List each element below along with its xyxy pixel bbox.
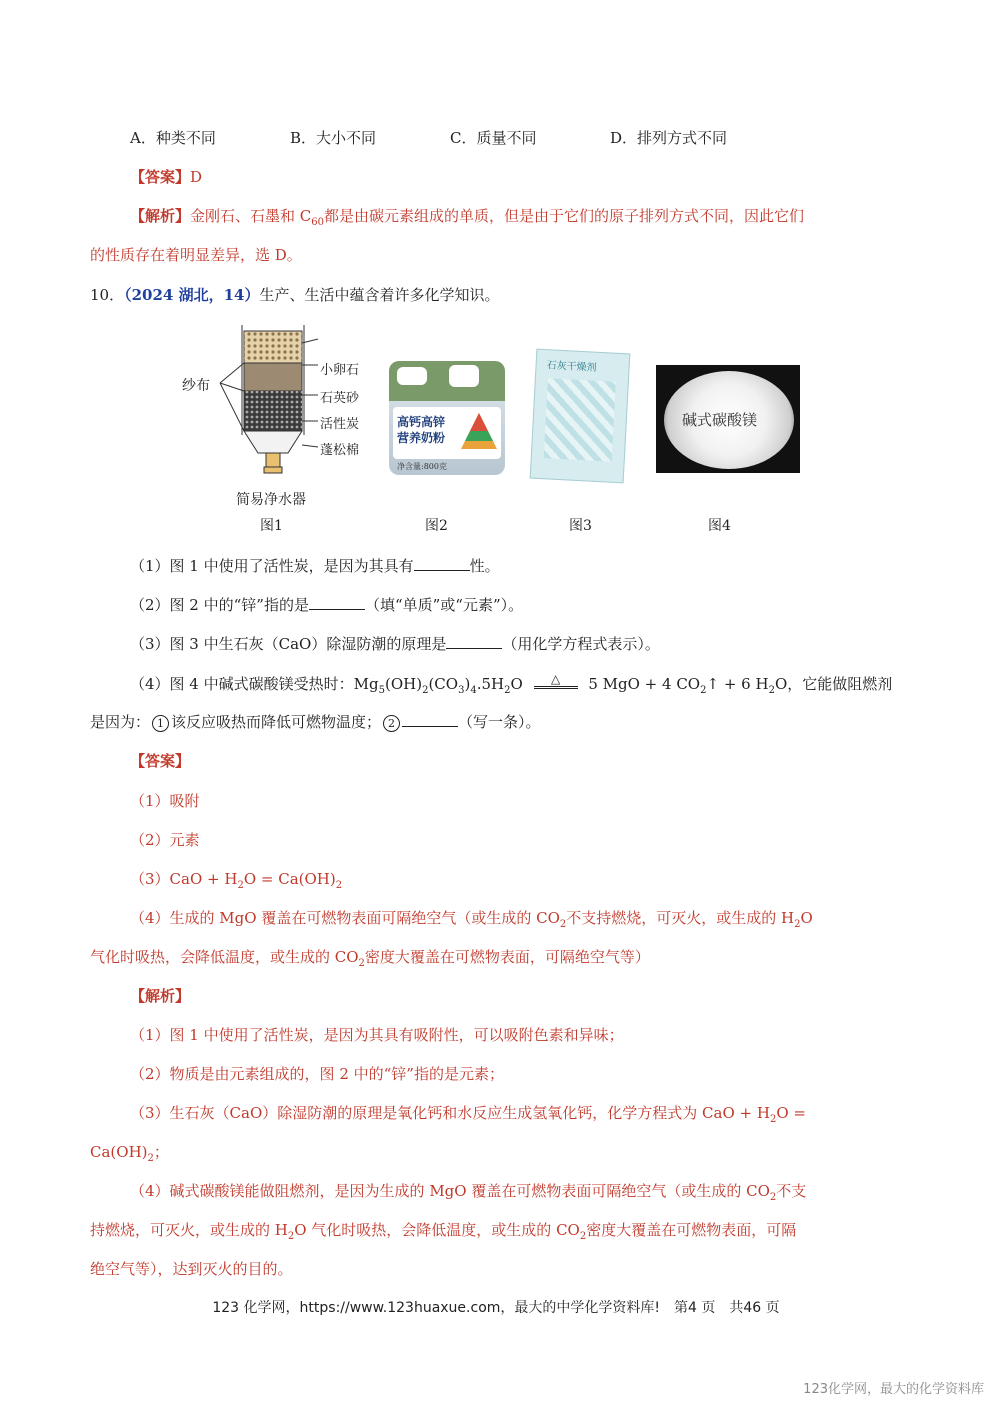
can-text-2: 营养奶粉 [397, 431, 446, 445]
figure-4-caption: 图4 [708, 518, 731, 534]
subscript: 2 [422, 685, 429, 696]
analysis-text: 都是由碳元素组成的单质，但是由于它们的原子排列方式不同，因此它们 [324, 207, 805, 225]
option-d: D．排列方式不同 [610, 129, 728, 147]
answer-label: 【答案】 [130, 168, 191, 186]
subscript: 2 [769, 1192, 777, 1203]
formula-text: ↑ + 6 H [706, 675, 769, 693]
figure-1-title: 简易净水器 [236, 492, 306, 508]
subscript: 2 [287, 1231, 295, 1242]
sub-question-text: 该反应吸热而降低可燃物温度； [171, 713, 382, 731]
subscript: 2 [335, 880, 343, 891]
analysis-text: 金刚石、石墨和 C [190, 207, 312, 225]
can-text-1: 高钙高锌 [397, 415, 446, 429]
q10-answer-label: 【答案】 [130, 752, 191, 770]
subscript: 2 [147, 1153, 154, 1164]
powder-photo [656, 365, 800, 473]
sub-question-text: （4）图 4 中碱式碳酸镁受热时：Mg [130, 675, 379, 693]
formula-text: O [510, 675, 523, 693]
q9-analysis-line2: 的性质存在着明显差异，选 D。 [90, 246, 302, 264]
answer-text: （4）生成的 MgO 覆盖在可燃物表面可隔绝空气（或生成的 CO [130, 909, 560, 927]
sub-question-2 [130, 593, 523, 617]
sub-question-text: 性。 [469, 557, 500, 575]
answer-4-line1 [130, 906, 813, 937]
analysis-label: 【解析】 [130, 207, 191, 225]
figure-2-caption: 图2 [425, 518, 448, 534]
figure-1-water-purifier [180, 325, 370, 535]
subscript: 2 [559, 919, 567, 930]
figure-2-milk-powder [385, 325, 510, 540]
packet-text: 石灰干燥剂 [546, 360, 597, 374]
label-cotton: 蓬松棉 [320, 443, 360, 458]
sub-question-text: （用化学方程式表示）。 [502, 635, 660, 653]
q9-analysis-line1 [130, 204, 804, 235]
subscript: 2 [769, 1114, 777, 1125]
analysis-4-line1 [130, 1179, 806, 1210]
analysis-text: O 气化时吸热，会降低温度，或生成的 CO [294, 1221, 580, 1239]
figure-1-caption: 图1 [260, 518, 283, 534]
answer-text: 不支持燃烧，可灭火，或生成的 H [566, 909, 795, 927]
figure-3-desiccant [525, 325, 635, 540]
subscript: 60 [311, 217, 324, 228]
milk-can [389, 361, 505, 475]
q9-answer [130, 165, 202, 189]
analysis-3-line2 [90, 1140, 169, 1171]
question-number: 10． [90, 286, 125, 304]
question-stem: 生产、生活中蕴含着许多化学知识。 [259, 286, 500, 304]
formula-text: ) [464, 675, 471, 693]
answer-3 [130, 867, 342, 898]
subscript: 2 [700, 685, 707, 696]
figure-3-caption: 图3 [569, 518, 592, 534]
answer-text: O [800, 909, 813, 927]
analysis-text: ； [153, 1143, 169, 1161]
answer-4-line2 [90, 945, 650, 976]
answer-text: （3）CaO + H [130, 870, 238, 888]
analysis-text: （4）碱式碳酸镁能做阻燃剂，是因为生成的 MgO 覆盖在可燃物表面可隔绝空气（或生成的 CO [130, 1182, 770, 1200]
sub-question-text: （1）图 1 中使用了活性炭，是因为其具有 [130, 557, 414, 575]
analysis-2: （2）物质是由元素组成的，图 2 中的“锌”指的是元素； [130, 1065, 504, 1083]
sub-question-4-line2 [90, 710, 541, 734]
figure-4-magnesium-carbonate [654, 325, 800, 540]
label-gauze: 纱布 [182, 378, 210, 394]
sub-question-1 [130, 554, 500, 578]
formula-text: (CO [428, 675, 459, 693]
sub-question-4-line1 [130, 672, 892, 703]
analysis-text: 持燃烧，可灭火，或生成的 H [90, 1221, 288, 1239]
subscript: 2 [579, 1231, 587, 1242]
circled-number-2: 2 [383, 715, 400, 732]
sub-question-text: （3）图 3 中生石灰（CaO）除湿防潮的原理是 [130, 635, 447, 653]
circled-number-1: 1 [152, 715, 169, 732]
q10-stem [90, 283, 499, 307]
formula-text: O，它能做阻燃剂 [774, 675, 893, 693]
sub-question-text: 是因为： [90, 713, 151, 731]
answer-blank[interactable] [402, 712, 458, 727]
analysis-text: （3）生石灰（CaO）除湿防潮的原理是氧化钙和水反应生成氢氧化钙，化学方程式为 CaO + H [130, 1104, 770, 1122]
q10-analysis-label: 【解析】 [130, 987, 191, 1005]
answer-blank[interactable] [309, 595, 365, 610]
formula-text: 5 MgO + 4 CO [588, 675, 701, 693]
option-a: A．种类不同 [130, 129, 216, 147]
analysis-text: 密度大覆盖在可燃物表面，可隔 [586, 1221, 797, 1239]
option-c: C．质量不同 [450, 129, 537, 147]
page-footer: 123 化学网，https://www.123huaxue.com，最大的中学化学资料库! 第4 页 共46 页 [212, 1300, 780, 1316]
subscript: 2 [358, 958, 365, 969]
pyramid-icon [459, 411, 499, 451]
answer-text: 气化时吸热，会降低温度，或生成的 CO [90, 948, 359, 966]
desiccant-packet [530, 349, 631, 484]
q9-options [130, 126, 727, 150]
question-source: （2024 湖北，14） [124, 286, 260, 304]
analysis-4-line3: 绝空气等），达到灭火的目的。 [90, 1260, 293, 1278]
subscript: 4 [470, 685, 477, 696]
watermark: 123化学网，最大的化学资料库 [803, 1382, 984, 1397]
powder-label: 碱式碳酸镁 [682, 411, 758, 429]
subscript: 5 [378, 685, 385, 696]
formula-text: .5H [476, 675, 505, 693]
analysis-4-line2 [90, 1218, 796, 1249]
analysis-text: Ca(OH) [90, 1143, 148, 1161]
subscript: 2 [768, 685, 775, 696]
delta-symbol: △ [550, 672, 561, 686]
answer-2: （2）元素 [130, 831, 200, 849]
can-net-weight: 净含量:800克 [397, 462, 447, 471]
option-b: B．大小不同 [290, 129, 377, 147]
subscript: 2 [794, 919, 801, 930]
subscript: 2 [237, 880, 244, 891]
subscript: 2 [504, 685, 511, 696]
formula-text: (OH) [384, 675, 423, 693]
answer-1: （1）吸附 [130, 792, 200, 810]
sub-question-text: （2）图 2 中的“锌”指的是 [130, 596, 309, 614]
analysis-1: （1）图 1 中使用了活性炭，是因为其具有吸附性，可以吸附色素和异味； [130, 1026, 624, 1044]
analysis-3-line1 [130, 1101, 806, 1132]
subscript: 3 [458, 685, 465, 696]
sub-question-text: （写一条）。 [458, 713, 541, 731]
sub-question-text: （填“单质”或“元素”）。 [364, 596, 524, 614]
answer-value: D [190, 168, 203, 186]
label-pebble: 小卵石 [320, 363, 360, 378]
answer-text: 密度大覆盖在可燃物表面，可隔绝空气等） [364, 948, 650, 966]
label-quartz: 石英砂 [320, 391, 360, 406]
label-carbon: 活性炭 [320, 417, 360, 432]
answer-blank[interactable] [414, 556, 470, 571]
analysis-text: 不支 [776, 1182, 807, 1200]
answer-blank[interactable] [446, 634, 502, 649]
analysis-text: O = [776, 1104, 806, 1122]
answer-text: O = Ca(OH) [243, 870, 336, 888]
heat-arrow [528, 672, 584, 697]
sub-question-3 [130, 632, 660, 656]
